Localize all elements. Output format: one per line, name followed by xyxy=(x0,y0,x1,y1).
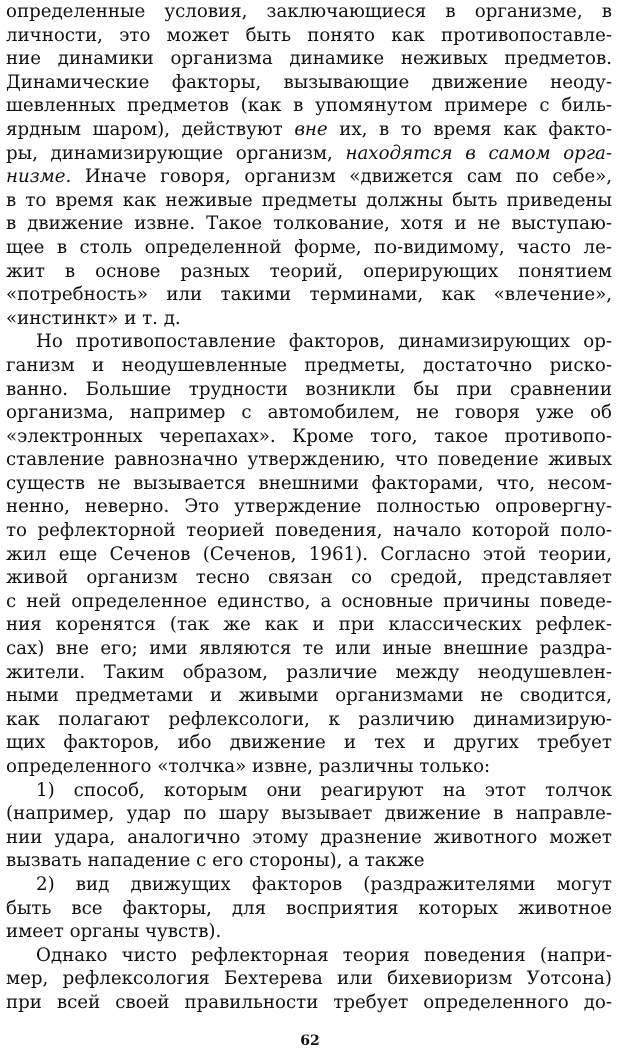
text-run: организма, например с автомобилем, не говоря уже об xyxy=(6,402,612,424)
text-line xyxy=(6,94,612,118)
text-run: определенные условия, заключающиеся в организме, в xyxy=(6,1,612,22)
text-line xyxy=(6,118,612,142)
text-run: жители. Таким образом, различие между неодушевлен- xyxy=(6,661,612,683)
text-run: 1) способ, которым они реагируют на этот толчок xyxy=(36,779,612,801)
text-run: ганизм и неодушевленные предметы, достаточно риско- xyxy=(6,354,612,376)
paragraph xyxy=(6,873,612,944)
text-line xyxy=(6,779,612,803)
text-run: ненно, неверно. Это утверждение полностью опровергну- xyxy=(6,496,612,518)
text-run: в то время как неживые предметы должны быть приведены xyxy=(6,189,612,211)
text-line xyxy=(6,543,612,567)
page-body xyxy=(6,0,612,1015)
text-run: в движение извне. Такое толкование, хотя и не выступаю- xyxy=(6,213,612,235)
text-run: ванно. Большие трудности возникли бы при сравнении xyxy=(6,378,612,400)
text-run: ния коренятся (так же как и при классических рефлек- xyxy=(6,614,612,636)
text-run: то рефлекторной теорией поведения, начало которой поло- xyxy=(6,520,612,542)
text-line xyxy=(6,236,612,260)
text-run: имеет органы чувств). xyxy=(6,921,222,943)
text-run: Но противопоставление факторов, динамизирующих ор- xyxy=(36,331,612,353)
text-line xyxy=(6,71,612,95)
text-line xyxy=(6,802,612,826)
text-line xyxy=(6,519,612,543)
text-line xyxy=(6,566,612,590)
text-line xyxy=(6,448,612,472)
text-line xyxy=(6,354,612,378)
text-run: жит в основе разных теорий, оперирующих понятием xyxy=(6,260,612,282)
text-run: (например, удар по шару вызывает движение в направле- xyxy=(6,803,612,825)
text-line xyxy=(6,684,612,708)
text-run: существ не вызывается внешними факторами, что, несом- xyxy=(6,472,612,494)
text-run: быть все факторы, для восприятия которых животное xyxy=(6,897,612,919)
text-run: мер, рефлексология Бехтерева или бихевиоризм Уотсона) xyxy=(6,968,612,990)
emphasis-text: вне xyxy=(294,118,328,140)
text-line xyxy=(6,401,612,425)
text-run: щее в столь определенной форме, по-видимому, часто ле- xyxy=(6,236,612,258)
text-run: «инстинкт» и т. д. xyxy=(6,307,181,329)
paragraph xyxy=(6,0,612,330)
text-run: вызвать нападение с его стороны), а также xyxy=(6,850,425,872)
text-run: их, в то время как факто- xyxy=(327,118,612,140)
text-run: нии удара, аналогично этому дразнение животного может xyxy=(6,826,612,848)
text-line xyxy=(6,967,612,991)
text-line xyxy=(6,307,612,331)
text-line xyxy=(6,944,612,968)
text-run: сах) вне его; ими являются те или иные внешние раздра- xyxy=(6,638,612,660)
text-line xyxy=(6,708,612,732)
text-line xyxy=(6,637,612,661)
text-line xyxy=(6,991,612,1015)
text-run: ярдным шаром), действуют xyxy=(6,118,295,140)
page-number: 62 xyxy=(300,1033,320,1049)
emphasis-text: низме. xyxy=(6,166,72,188)
paragraph xyxy=(6,944,612,1015)
text-line xyxy=(6,283,612,307)
text-run: ставление равнозначно утверждению, что поведение живых xyxy=(6,449,612,471)
text-run: Иначе говоря, организм «движется сам по себе», xyxy=(71,166,612,188)
text-line xyxy=(6,849,612,873)
text-line xyxy=(6,189,612,213)
text-run: «электронных черепахах». Кроме того, такое противопо- xyxy=(6,425,612,447)
text-run: определенного «толчка» извне, различны только: xyxy=(6,756,491,777)
paragraph xyxy=(6,779,612,873)
text-line xyxy=(6,142,612,166)
text-line xyxy=(6,472,612,496)
text-run: Динамические факторы, вызывающие движение неоду- xyxy=(6,71,612,93)
text-line xyxy=(6,755,612,779)
text-line xyxy=(6,661,612,685)
text-line xyxy=(6,24,612,48)
text-line xyxy=(6,260,612,284)
text-run: Однако чисто рефлекторная теория поведения (напри- xyxy=(36,944,612,966)
text-run: 2) вид движущих факторов (раздражителями могут xyxy=(36,873,612,895)
text-line xyxy=(6,897,612,921)
text-run: «потребность» или такими терминами, как «влечение», xyxy=(6,284,612,306)
text-run: жил еще Сеченов (Сеченов, 1961). Согласно этой теории, xyxy=(6,543,612,565)
text-line xyxy=(6,731,612,755)
text-line xyxy=(6,378,612,402)
text-run: ными предметами и живыми организмами не сводится, xyxy=(6,685,612,707)
text-run: с ней определенное единство, а основные причины поведе- xyxy=(6,590,612,612)
text-line xyxy=(6,613,612,637)
text-run: щих факторов, ибо движение и тех и других требует xyxy=(6,732,612,754)
text-line xyxy=(6,826,612,850)
text-run: личности, это может быть понято как противопоставле- xyxy=(6,24,612,46)
emphasis-text: находятся в самом орга- xyxy=(345,142,612,164)
text-line xyxy=(6,330,612,354)
text-line xyxy=(6,590,612,614)
text-run: ры, динамизирующие организм, xyxy=(6,142,346,164)
text-run: живой организм тесно связан со средой, представляет xyxy=(6,567,612,589)
text-run: шевленных предметов (как в упомянутом примере с биль- xyxy=(6,95,612,117)
text-line xyxy=(6,47,612,71)
text-run: при всей своей правильности требует определенного до- xyxy=(6,991,612,1013)
paragraph xyxy=(6,330,612,778)
text-run: как полагают рефлексологи, к различию динамизирую- xyxy=(6,708,612,730)
text-line xyxy=(6,495,612,519)
text-line xyxy=(6,165,612,189)
text-run: ние динамики организма динамике неживых предметов. xyxy=(6,48,612,70)
text-line xyxy=(6,212,612,236)
text-line xyxy=(6,873,612,897)
text-line xyxy=(6,920,612,944)
text-line xyxy=(6,0,612,24)
text-line xyxy=(6,425,612,449)
